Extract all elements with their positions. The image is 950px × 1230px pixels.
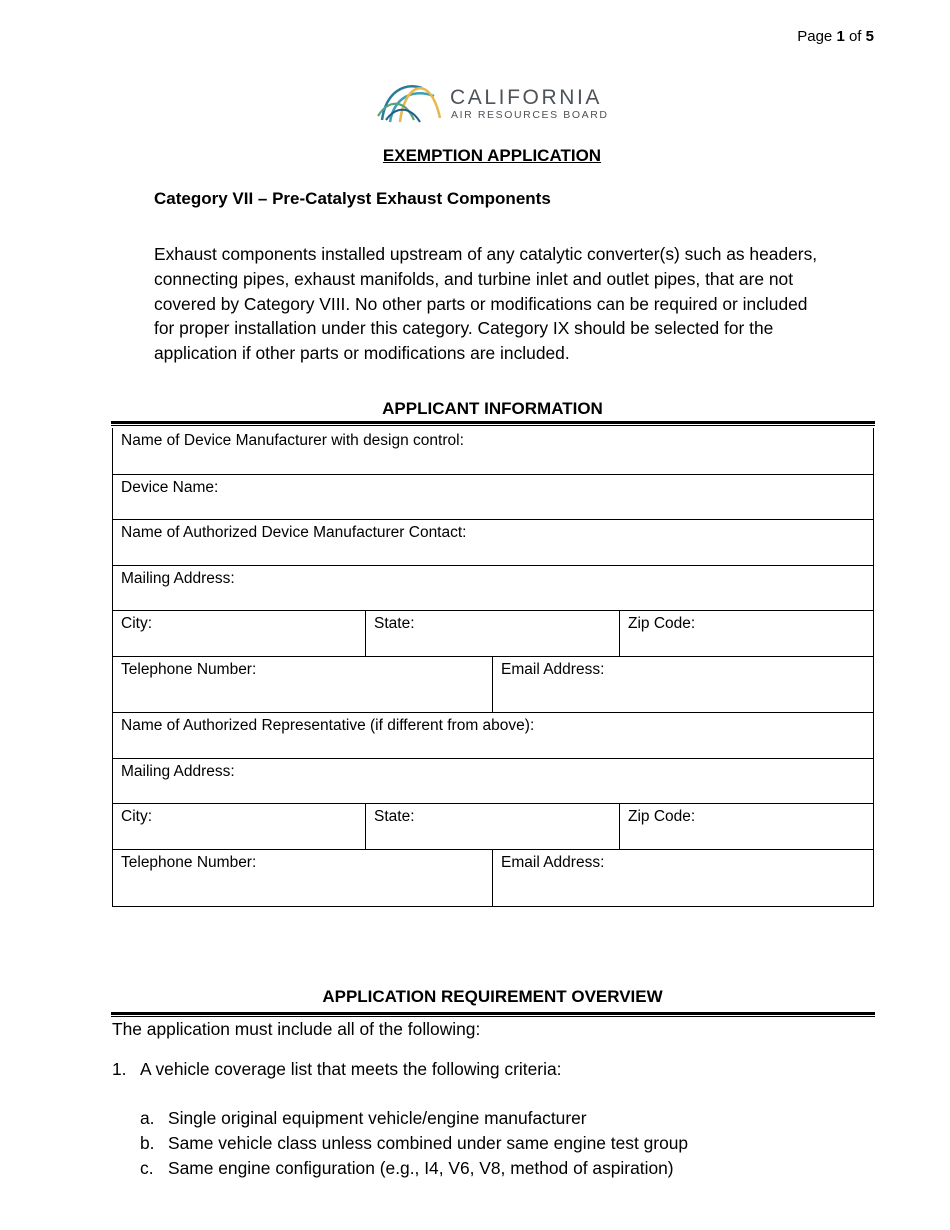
- rep-email-field[interactable]: [493, 849, 874, 906]
- city-label: City:: [121, 614, 152, 632]
- email-label: Email Address:: [501, 660, 605, 678]
- intro-line: connecting pipes, exhaust manifolds, and turbine inlet and outlet pipes, that are not: [154, 268, 794, 289]
- rep-city-label: City:: [121, 807, 152, 825]
- requirements-heading: APPLICATION REQUIREMENT OVERVIEW: [322, 987, 663, 1006]
- rep-mailing-address-label: Mailing Address:: [121, 762, 235, 780]
- state-field[interactable]: [366, 610, 620, 656]
- page-number: [797, 28, 874, 45]
- page-of: of: [848, 28, 862, 45]
- logo-title: CALIFORNIA: [450, 86, 603, 109]
- rep-telephone-label: Telephone Number:: [121, 853, 257, 871]
- list-marker: b.: [140, 1133, 155, 1153]
- city-field[interactable]: [113, 610, 366, 656]
- list-text: A vehicle coverage list that meets the following criteria:: [140, 1059, 562, 1079]
- list-text: Same vehicle class unless combined under same engine test group: [168, 1133, 689, 1153]
- intro-line: for proper installation under this category. Category IX should be selected for the: [154, 318, 774, 339]
- logo-arcs-icon: [374, 70, 446, 126]
- state-label: State:: [374, 614, 415, 632]
- telephone-label: Telephone Number:: [121, 660, 257, 678]
- rep-telephone-field[interactable]: [113, 849, 493, 906]
- mailing-address-label: Mailing Address:: [121, 569, 235, 587]
- list-text: Same engine configuration (e.g., I4, V6, V8, method of aspiration): [168, 1158, 674, 1178]
- rep-city-field[interactable]: [113, 803, 366, 849]
- device-name-label: Device Name:: [121, 478, 219, 496]
- list-marker: c.: [140, 1158, 154, 1178]
- representative-field[interactable]: [113, 712, 874, 758]
- contact-label: Name of Authorized Device Manufacturer Contact:: [121, 523, 467, 541]
- intro-line: application if other parts or modifications are included.: [154, 343, 570, 364]
- contact-field[interactable]: [113, 519, 874, 565]
- rep-mailing-address-field[interactable]: [113, 758, 874, 803]
- rep-email-label: Email Address:: [501, 853, 605, 871]
- intro-line: Exhaust components installed upstream of any catalytic converter(s) such as headers,: [154, 244, 818, 264]
- rep-state-field[interactable]: [366, 803, 620, 849]
- rep-zip-field[interactable]: [620, 803, 874, 849]
- list-text: Single original equipment vehicle/engine manufacturer: [168, 1108, 587, 1128]
- manufacturer-label: Name of Device Manufacturer with design control:: [121, 432, 464, 449]
- rep-zip-label: Zip Code:: [628, 807, 696, 825]
- applicant-rule: [111, 421, 875, 424]
- representative-label: Name of Authorized Representative (if different from above):: [121, 716, 535, 734]
- intro-line: covered by Category VIII. No other parts or modifications can be required or included: [154, 293, 808, 314]
- email-field[interactable]: [493, 656, 874, 712]
- requirements-intro: The application must include all of the following:: [112, 1019, 481, 1039]
- requirements-rule-thin: [111, 1016, 875, 1017]
- carb-logo: [374, 70, 614, 126]
- document-title: EXEMPTION APPLICATION: [382, 146, 602, 165]
- mailing-address-field[interactable]: [113, 565, 874, 610]
- applicant-heading: APPLICANT INFORMATION: [382, 399, 603, 418]
- requirements-rule: [111, 1012, 875, 1015]
- device-name-field[interactable]: [113, 474, 874, 519]
- logo-subtitle: AIR RESOURCES BOARD: [451, 109, 609, 121]
- list-item: [140, 1133, 688, 1154]
- list-item: [140, 1108, 587, 1129]
- telephone-field[interactable]: [113, 656, 493, 712]
- manufacturer-field[interactable]: [113, 428, 874, 474]
- applicant-form: [112, 428, 874, 907]
- list-marker: a.: [140, 1108, 155, 1128]
- applicant-rule-thin: [111, 425, 875, 426]
- category-heading: Category VII – Pre-Catalyst Exhaust Components: [154, 189, 551, 208]
- list-number: 1.: [112, 1059, 127, 1079]
- zip-label: Zip Code:: [628, 614, 696, 632]
- page-current: 1: [836, 28, 845, 45]
- list-item: [140, 1158, 674, 1179]
- page-total: 5: [865, 28, 874, 45]
- intro-paragraph: [154, 242, 874, 366]
- rep-state-label: State:: [374, 807, 415, 825]
- list-item: [112, 1059, 561, 1080]
- page-label: Page: [797, 28, 833, 45]
- zip-field[interactable]: [620, 610, 874, 656]
